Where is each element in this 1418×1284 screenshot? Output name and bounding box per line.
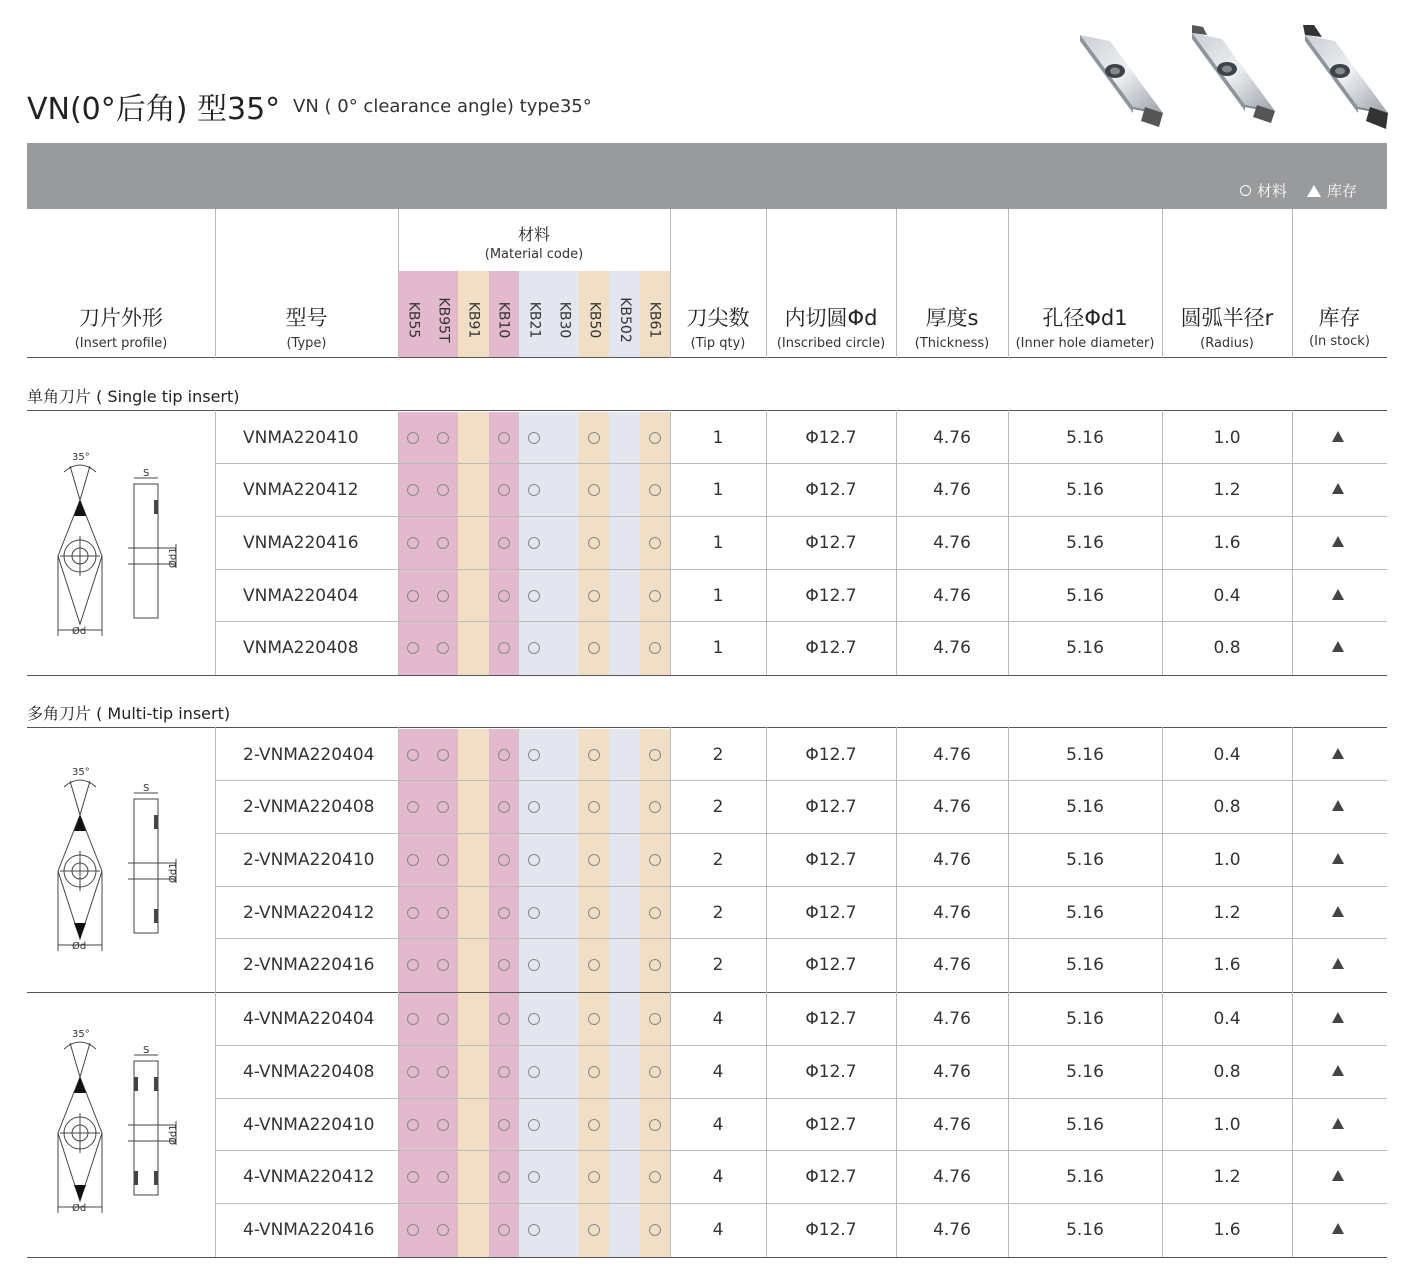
cell-d: Φ12.7: [805, 745, 857, 765]
material-stripe-kb502: [609, 729, 639, 1257]
cell-type: 4-VNMA220404: [243, 1009, 375, 1029]
in-stock-icon: [1332, 536, 1344, 547]
cell-tips: 2: [712, 955, 724, 975]
legend-material: [1240, 180, 1287, 201]
cell-d1: 5.16: [1066, 955, 1104, 975]
material-code-text: KB30: [556, 301, 573, 339]
material-available-icon: [407, 1066, 419, 1078]
column-divider: [1162, 209, 1163, 358]
cell-r: 1.6: [1213, 533, 1241, 553]
material-available-icon: [407, 907, 419, 919]
material-available-icon: [649, 432, 661, 444]
header-material: [398, 222, 670, 262]
material-code-kb10: [489, 290, 519, 350]
cell-s: 4.76: [933, 586, 971, 606]
material-available-icon: [407, 801, 419, 813]
material-stripe-kb91: [458, 729, 488, 1257]
material-available-icon: [498, 854, 510, 866]
cell-tips: 4: [712, 1115, 724, 1135]
cell-s: 4.76: [933, 1220, 971, 1240]
cell-d1: 5.16: [1066, 1220, 1104, 1240]
material-code-kb91: [458, 290, 488, 350]
material-available-icon: [528, 642, 540, 654]
in-stock-icon: [1332, 748, 1344, 759]
profile-d-label: Ød: [72, 626, 87, 637]
header-thickness: [896, 302, 1008, 351]
cell-type: VNMA220408: [243, 638, 359, 658]
in-stock-icon: [1332, 483, 1344, 494]
material-available-icon: [528, 432, 540, 444]
material-available-icon: [649, 484, 661, 496]
cell-s: 4.76: [933, 638, 971, 658]
cell-d1: 5.16: [1066, 1009, 1104, 1029]
cell-tips: 4: [712, 1220, 724, 1240]
circle-icon: [1240, 185, 1251, 196]
column-divider: [215, 209, 216, 358]
insert-photo-quad-icon: [1303, 25, 1388, 129]
cell-tips: 2: [712, 903, 724, 923]
in-stock-icon: [1332, 641, 1344, 652]
cell-d1: 5.16: [1066, 586, 1104, 606]
cell-type: 2-VNMA220410: [243, 850, 375, 870]
material-available-icon: [498, 1224, 510, 1236]
material-available-icon: [498, 1066, 510, 1078]
material-code-text: KB55: [405, 301, 422, 339]
material-code-kb30: [549, 290, 579, 350]
cell-tips: 2: [712, 850, 724, 870]
material-code-kb502: [609, 290, 639, 350]
material-code-text: KB61: [646, 301, 663, 339]
material-available-icon: [649, 854, 661, 866]
material-available-icon: [528, 1119, 540, 1131]
column-divider: [398, 410, 399, 675]
cell-s: 4.76: [933, 955, 971, 975]
cell-type: 2-VNMA220408: [243, 797, 375, 817]
cell-type: 2-VNMA220412: [243, 903, 375, 923]
cell-d1: 5.16: [1066, 1167, 1104, 1187]
material-available-icon: [407, 484, 419, 496]
material-code-kb21: [519, 290, 549, 350]
cell-r: 0.8: [1213, 797, 1241, 817]
cell-r: 1.2: [1213, 903, 1241, 923]
cell-d: Φ12.7: [805, 428, 857, 448]
material-available-icon: [649, 959, 661, 971]
material-available-icon: [528, 537, 540, 549]
header-material-en: (Material code): [484, 247, 584, 262]
profile-s-label: S: [143, 1045, 150, 1056]
cell-s: 4.76: [933, 850, 971, 870]
cell-d: Φ12.7: [805, 850, 857, 870]
cell-s: 4.76: [933, 797, 971, 817]
cell-d: Φ12.7: [805, 638, 857, 658]
cell-d1: 5.16: [1066, 638, 1104, 658]
column-divider: [1292, 410, 1293, 675]
column-divider: [896, 209, 897, 358]
cell-s: 4.76: [933, 533, 971, 553]
header-inscribed-cn: 内切圆Φd: [784, 306, 878, 330]
cell-type: 4-VNMA220410: [243, 1115, 375, 1135]
profile-d-label: Ød: [72, 941, 87, 952]
cell-tips: 2: [712, 797, 724, 817]
column-divider: [398, 727, 399, 1257]
material-code-kb50: [579, 290, 609, 350]
legend-stock: [1307, 180, 1357, 201]
row-divider: [27, 357, 1387, 358]
in-stock-icon: [1332, 1170, 1344, 1181]
cell-tips: 4: [712, 1009, 724, 1029]
cell-s: 4.76: [933, 1062, 971, 1082]
cell-d1: 5.16: [1066, 850, 1104, 870]
cell-r: 1.2: [1213, 1167, 1241, 1187]
cell-r: 1.0: [1213, 1115, 1241, 1135]
material-available-icon: [649, 1013, 661, 1025]
cell-r: 1.0: [1213, 428, 1241, 448]
cell-d: Φ12.7: [805, 1220, 857, 1240]
cell-tips: 4: [712, 1062, 724, 1082]
cell-tips: 2: [712, 745, 724, 765]
header-thickness-cn: 厚度s: [925, 306, 979, 330]
cell-d: Φ12.7: [805, 586, 857, 606]
profile-drawing-double: [50, 763, 190, 953]
cell-r: 1.6: [1213, 955, 1241, 975]
material-available-icon: [407, 854, 419, 866]
cell-d1: 5.16: [1066, 903, 1104, 923]
header-stock-cn: 库存: [1318, 306, 1361, 330]
material-available-icon: [649, 801, 661, 813]
material-available-icon: [407, 749, 419, 761]
cell-r: 0.8: [1213, 638, 1241, 658]
header-radius-en: (Radius): [1200, 336, 1254, 351]
material-available-icon: [528, 590, 540, 602]
cell-type: 2-VNMA220416: [243, 955, 375, 975]
header-hole: [1008, 302, 1162, 351]
material-available-icon: [528, 1013, 540, 1025]
column-divider: [1292, 727, 1293, 1257]
section-single: 单角刀片 ( Single tip insert): [27, 387, 240, 406]
in-stock-icon: [1332, 853, 1344, 864]
row-divider: [27, 410, 1387, 411]
cell-d: Φ12.7: [805, 955, 857, 975]
material-available-icon: [528, 801, 540, 813]
material-available-icon: [498, 959, 510, 971]
cell-s: 4.76: [933, 480, 971, 500]
cell-s: 4.76: [933, 1115, 971, 1135]
header-tips-en: (Tip qty): [690, 336, 746, 351]
page-title: VN(0°后角) 型35°: [27, 92, 281, 127]
in-stock-icon: [1332, 1012, 1344, 1023]
material-code-text: KB91: [465, 301, 482, 339]
profile-s-label: S: [143, 468, 150, 479]
cell-type: 4-VNMA220408: [243, 1062, 375, 1082]
material-available-icon: [498, 801, 510, 813]
material-available-icon: [407, 1171, 419, 1183]
cell-s: 4.76: [933, 745, 971, 765]
cell-s: 4.76: [933, 1009, 971, 1029]
material-available-icon: [407, 959, 419, 971]
cell-d: Φ12.7: [805, 480, 857, 500]
cell-s: 4.76: [933, 428, 971, 448]
page-subtitle: VN ( 0° clearance angle) type35°: [293, 96, 592, 117]
material-stripe-kb502: [609, 412, 639, 675]
profile-angle-label: 35°: [72, 452, 90, 463]
in-stock-icon: [1332, 431, 1344, 442]
column-divider: [670, 209, 671, 358]
profile-angle-label: 35°: [72, 767, 90, 778]
material-code-text: KB10: [495, 301, 512, 339]
material-available-icon: [498, 590, 510, 602]
cell-r: 0.8: [1213, 1062, 1241, 1082]
material-available-icon: [528, 854, 540, 866]
cell-type: VNMA220404: [243, 586, 359, 606]
material-available-icon: [528, 749, 540, 761]
material-code-text: KB50: [586, 301, 603, 339]
cell-tips: 1: [712, 586, 724, 606]
cell-tips: 1: [712, 638, 724, 658]
insert-photos: [1075, 25, 1395, 135]
cell-r: 1.0: [1213, 850, 1241, 870]
header-inscribed-en: (Inscribed circle): [776, 336, 886, 351]
header-type-en: (Type): [286, 336, 327, 351]
header-profile-cn: 刀片外形: [79, 306, 163, 330]
material-available-icon: [649, 907, 661, 919]
legend: [1240, 180, 1357, 201]
material-available-icon: [649, 642, 661, 654]
material-available-icon: [407, 537, 419, 549]
material-available-icon: [528, 907, 540, 919]
cell-tips: 1: [712, 480, 724, 500]
material-available-icon: [407, 1119, 419, 1131]
row-divider: [27, 1257, 1387, 1258]
header-inscribed: [766, 302, 896, 351]
legend-stock-label: 库存: [1326, 182, 1357, 200]
header-radius-cn: 圆弧半径r: [1180, 306, 1274, 330]
header-hole-cn: 孔径Φd1: [1042, 306, 1128, 330]
material-available-icon: [498, 1013, 510, 1025]
cell-d: Φ12.7: [805, 797, 857, 817]
header-thickness-en: (Thickness): [914, 336, 990, 351]
material-available-icon: [649, 1119, 661, 1131]
cell-d1: 5.16: [1066, 428, 1104, 448]
material-available-icon: [649, 590, 661, 602]
header-hole-en: (Inner hole diameter): [1015, 336, 1155, 351]
material-available-icon: [649, 1171, 661, 1183]
cell-tips: 1: [712, 428, 724, 448]
cell-d: Φ12.7: [805, 1009, 857, 1029]
profile-d1-label: Ød1: [168, 1124, 179, 1145]
material-available-icon: [407, 642, 419, 654]
header-band: [27, 143, 1387, 209]
material-code-text: KB21: [525, 301, 542, 339]
in-stock-icon: [1332, 1118, 1344, 1129]
material-available-icon: [649, 537, 661, 549]
row-divider: [27, 675, 1387, 676]
material-available-icon: [498, 432, 510, 444]
material-available-icon: [528, 484, 540, 496]
header-stock-en: (In stock): [1309, 334, 1370, 349]
in-stock-icon: [1332, 589, 1344, 600]
in-stock-icon: [1332, 1223, 1344, 1234]
material-code-text: KB95T: [435, 297, 452, 343]
material-available-icon: [498, 1119, 510, 1131]
header-stock: [1292, 302, 1387, 349]
header-tips-cn: 刀尖数: [686, 306, 750, 330]
header-radius: [1162, 302, 1292, 351]
material-available-icon: [498, 537, 510, 549]
cell-d1: 5.16: [1066, 480, 1104, 500]
insert-photo-double-icon: [1192, 25, 1275, 123]
header-type: [215, 302, 398, 351]
column-divider: [398, 209, 399, 358]
material-code-text: KB502: [616, 297, 633, 343]
material-available-icon: [407, 590, 419, 602]
cell-s: 4.76: [933, 1167, 971, 1187]
material-available-icon: [649, 749, 661, 761]
triangle-icon: [1307, 185, 1321, 197]
cell-type: 2-VNMA220404: [243, 745, 375, 765]
header-profile-en: (Insert profile): [74, 336, 168, 351]
material-available-icon: [407, 1013, 419, 1025]
material-available-icon: [407, 1224, 419, 1236]
material-available-icon: [649, 1224, 661, 1236]
cell-r: 1.2: [1213, 480, 1241, 500]
cell-r: 0.4: [1213, 745, 1241, 765]
cell-type: VNMA220412: [243, 480, 359, 500]
profile-s-label: S: [143, 783, 150, 794]
cell-d1: 5.16: [1066, 1062, 1104, 1082]
material-available-icon: [528, 959, 540, 971]
material-available-icon: [498, 907, 510, 919]
insert-photo-single-icon: [1080, 35, 1163, 127]
material-available-icon: [649, 1066, 661, 1078]
material-stripe-kb30: [549, 729, 579, 1257]
material-available-icon: [498, 749, 510, 761]
in-stock-icon: [1332, 800, 1344, 811]
cell-type: 4-VNMA220412: [243, 1167, 375, 1187]
cell-d: Φ12.7: [805, 1167, 857, 1187]
material-available-icon: [498, 642, 510, 654]
column-divider: [766, 209, 767, 358]
column-divider: [1292, 209, 1293, 358]
material-code-kb55: [398, 290, 428, 350]
material-available-icon: [528, 1224, 540, 1236]
profile-angle-label: 35°: [72, 1029, 90, 1040]
in-stock-icon: [1332, 1065, 1344, 1076]
profile-d1-label: Ød1: [168, 547, 179, 568]
material-stripe-kb30: [549, 412, 579, 675]
cell-r: 0.4: [1213, 1009, 1241, 1029]
material-available-icon: [498, 1171, 510, 1183]
cell-r: 0.4: [1213, 586, 1241, 606]
cell-d1: 5.16: [1066, 745, 1104, 765]
section-multi: 多角刀片 ( Multi-tip insert): [27, 704, 231, 723]
cell-s: 4.76: [933, 903, 971, 923]
header-material-cn: 材料: [517, 225, 550, 244]
material-available-icon: [498, 484, 510, 496]
cell-r: 1.6: [1213, 1220, 1241, 1240]
header-profile: [27, 302, 215, 351]
cell-tips: 4: [712, 1167, 724, 1187]
legend-material-label: 材料: [1256, 182, 1287, 200]
profile-drawing-single: [50, 448, 190, 638]
cell-d: Φ12.7: [805, 903, 857, 923]
material-available-icon: [528, 1171, 540, 1183]
header-type-cn: 型号: [285, 306, 328, 330]
cell-d1: 5.16: [1066, 533, 1104, 553]
cell-d1: 5.16: [1066, 797, 1104, 817]
column-divider: [1008, 209, 1009, 358]
in-stock-icon: [1332, 958, 1344, 969]
cell-d1: 5.16: [1066, 1115, 1104, 1135]
profile-d1-label: Ød1: [168, 862, 179, 883]
profile-d-label: Ød: [72, 1203, 87, 1214]
cell-d: Φ12.7: [805, 533, 857, 553]
header-tips: [670, 302, 766, 351]
cell-type: VNMA220410: [243, 428, 359, 448]
material-available-icon: [528, 1066, 540, 1078]
cell-d: Φ12.7: [805, 1115, 857, 1135]
profile-drawing-quad: [50, 1025, 190, 1215]
material-stripe-kb91: [458, 412, 488, 675]
material-code-kb61: [640, 290, 670, 350]
cell-tips: 1: [712, 533, 724, 553]
material-code-kb95t: [428, 290, 458, 350]
cell-type: VNMA220416: [243, 533, 359, 553]
row-divider: [27, 727, 1387, 728]
cell-type: 4-VNMA220416: [243, 1220, 375, 1240]
cell-d: Φ12.7: [805, 1062, 857, 1082]
material-available-icon: [407, 432, 419, 444]
in-stock-icon: [1332, 906, 1344, 917]
